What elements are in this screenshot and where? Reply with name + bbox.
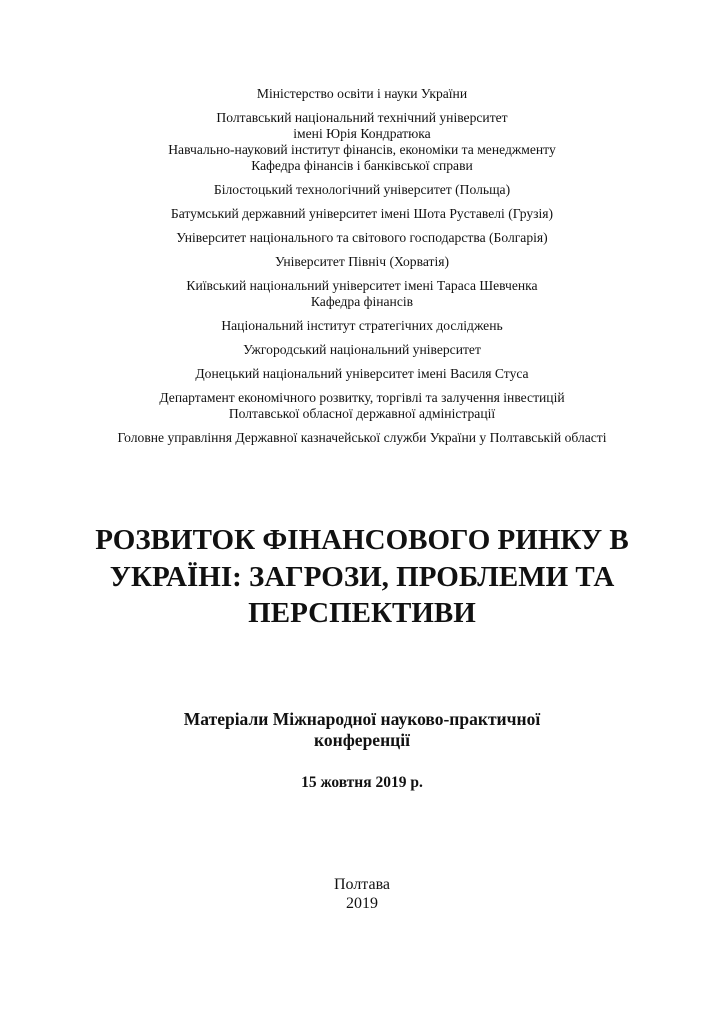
document-subtitle <box>0 709 724 751</box>
organizer-university-north <box>0 254 724 270</box>
organizer-line: Білостоцький технологічний університет (Польща) <box>213 182 511 197</box>
organizer-department <box>0 390 724 422</box>
imprint-city: Полтава <box>333 876 391 893</box>
imprint <box>0 875 724 913</box>
organizer-line: Головне управління Державної казначейської служби України у Полтавській області <box>117 430 607 445</box>
title-line: РОЗВИТОК ФІНАНСОВОГО РИНКУ В <box>95 524 629 556</box>
organizer-line: Міністерство освіти і науки України <box>256 86 468 101</box>
organizers-list <box>0 86 724 454</box>
title-line: ПЕРСПЕКТИВИ <box>248 597 476 629</box>
organizer-uzhhorod <box>0 342 724 358</box>
organizer-poltava-university <box>0 110 724 174</box>
organizer-kyiv-university <box>0 278 724 310</box>
organizer-line: Національний інститут стратегічних досліджень <box>221 318 503 333</box>
organizer-line: Ужгородський національний університет <box>243 342 481 357</box>
subtitle-line: Матеріали Міжнародної науково-практичної <box>183 709 541 729</box>
organizer-line: Кафедра фінансів і банківської справи <box>251 158 473 173</box>
organizer-line: Навчально-науковий інститут фінансів, економіки та менеджменту <box>168 142 556 157</box>
organizer-treasury <box>0 430 724 446</box>
organizer-niss <box>0 318 724 334</box>
organizer-line: Університет національного та світового господарства (Болгарія) <box>176 230 548 245</box>
organizer-line: Полтавської обласної державної адміністрації <box>228 406 496 421</box>
organizer-line: Донецький національний університет імені Василя Стуса <box>195 366 529 381</box>
conference-date: 15 жовтня 2019 р. <box>301 774 423 791</box>
organizer-line: Кафедра фінансів <box>310 294 414 309</box>
document-title <box>0 522 724 632</box>
subtitle-line: конференції <box>314 730 410 750</box>
title-line: УКРАЇНІ: ЗАГРОЗИ, ПРОБЛЕМИ ТА <box>109 560 615 593</box>
organizer-bialystok <box>0 182 724 198</box>
organizer-ministry <box>0 86 724 102</box>
organizer-line: Департамент економічного розвитку, торгівлі та залучення інвестицій <box>159 390 565 405</box>
organizer-line: Київський національний університет імені Тараса Шевченка <box>186 278 538 293</box>
organizer-unwe <box>0 230 724 246</box>
organizer-batumi <box>0 206 724 222</box>
organizer-line: Батумський державний університет імені Шота Руставелі (Грузія) <box>170 206 554 221</box>
organizer-donetsk <box>0 366 724 382</box>
imprint-year: 2019 <box>346 895 378 912</box>
organizer-line: Полтавський національний технічний університет <box>216 110 508 125</box>
organizer-line: імені Юрія Кондратюка <box>293 126 431 141</box>
organizer-line: Університет Північ (Хорватія) <box>274 254 450 269</box>
